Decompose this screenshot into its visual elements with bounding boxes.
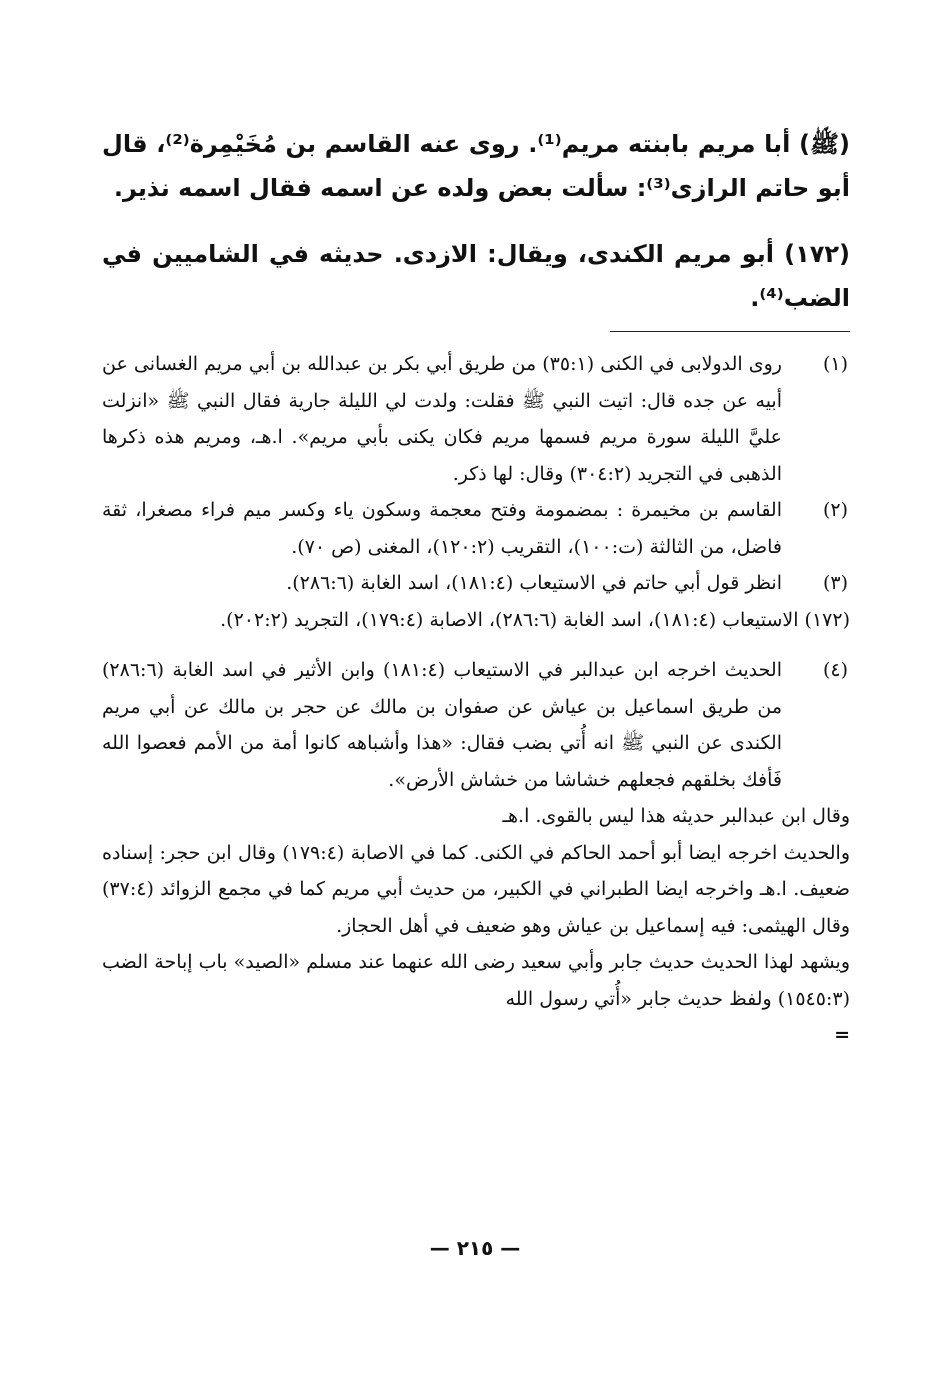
- footnote-number: (٣): [822, 572, 848, 594]
- footnote-text: روى الدولابى في الكنى (٣٥:١) من طريق أبي بكر بن عبدالله بن أبي مريم الغسانى عن أبيه عن جده قال: اتيت النبي ﷺ فقلت: ولدت لي الليلة جارية فقال النبي ﷺ «انزلت عليَّ الليلة سورة مريم فسمها مريم فكان يكنى بأبي مريم». ا.هـ، ومريم هذه ذكرها الذهبى في التجريد (٣٠٤:٢) وقال: لها ذكر.: [102, 353, 782, 485]
- footnote-4-continuation-1: وقال ابن عبدالبر حديثه هذا ليس بالقوى. ا.هـ: [502, 805, 850, 827]
- footnote-number: (١): [822, 353, 848, 375]
- footnote-number: (٢): [822, 499, 848, 521]
- footnote-text: القاسم بن مخيمرة : بمضمومة وفتح معجمة وسكون ياء وكسر ميم فراء مصغرا، ثقة فاضل، من الثالثة (ت:١٠٠)، التقريب (١٢٠:٢)، المغنى (ص ٧٠).: [102, 499, 782, 558]
- footnote-3: [102, 565, 850, 602]
- main-paragraph-1: (ﷺ) أبا مريم بابنته مريم⁽¹⁾. روى عنه القاسم بن مُخَيْمِرة⁽²⁾، قال أبو حاتم الرازى⁽³⁾: سألت بعض ولده عن اسمه فقال اسمه نذير.: [102, 130, 850, 202]
- footnote-1: [102, 346, 850, 492]
- page-number: — ٢١٥ —: [429, 1236, 521, 1260]
- footnotes-section: [102, 346, 850, 1054]
- main-text-entry-172: [102, 232, 850, 320]
- spacer: [102, 638, 850, 652]
- entry-172-sources: (١٧٢) الاستيعاب (١٨١:٤)، اسد الغابة (٢٨٦:٦)، الاصابة (١٧٩:٤)، التجريد (٢٠٢:٢).: [220, 608, 850, 631]
- footnote-number: (٤): [822, 659, 848, 681]
- main-text-continuation: [102, 122, 850, 210]
- footnote-separator: [610, 331, 850, 332]
- footnote-4-continuation-3: ويشهد لهذا الحديث حديث جابر وأبي سعيد رضى الله عنهما عند مسلم «الصيد» باب إباحة الضب (١٥٤٥:٣) ولفظ حديث جابر «أُتي رسول الله: [102, 951, 850, 1010]
- footnote-2: [102, 492, 850, 565]
- footnote-text: الحديث اخرجه ابن عبدالبر في الاستيعاب (١٨١:٤) وابن الأثير في اسد الغابة (٢٨٦:٦) من طريق اسماعيل بن عياش عن صفوان بن مالك عن حجر بن مالك عن أبي مريم الكندى عن النبي ﷺ انه أُتي بضب فقال: «هذا وأشباهه كانوا أمة من الأمم فعصوا الله فَأفك بخلقهم فجعلهم خشاشا من خشاش الأرض».: [102, 659, 783, 791]
- footnote-4-continuation-2: والحديث اخرجه ايضا أبو أحمد الحاكم في الكنى. كما في الاصابة (١٧٩:٤) وقال ابن حجر: إسناده ضعيف. ا.هـ واخرجه ايضا الطبراني في الكبير، من حديث أبي مريم كما في مجمع الزوائد (٣٧:٤) وقال الهيثمى: فيه إسماعيل بن عياش وهو ضعيف في أهل الحجاز.: [102, 841, 850, 937]
- footnote-text: انظر قول أبي حاتم في الاستيعاب (١٨١:٤)، اسد الغابة (٢٨٦:٦).: [286, 572, 782, 594]
- main-paragraph-2: (١٧٢) أبو مريم الكندى، ويقال: الازدى. حديثه في الشاميين في الضب⁽⁴⁾.: [102, 240, 850, 312]
- continuation-mark: =: [834, 1024, 850, 1046]
- footnote-4: [102, 652, 850, 798]
